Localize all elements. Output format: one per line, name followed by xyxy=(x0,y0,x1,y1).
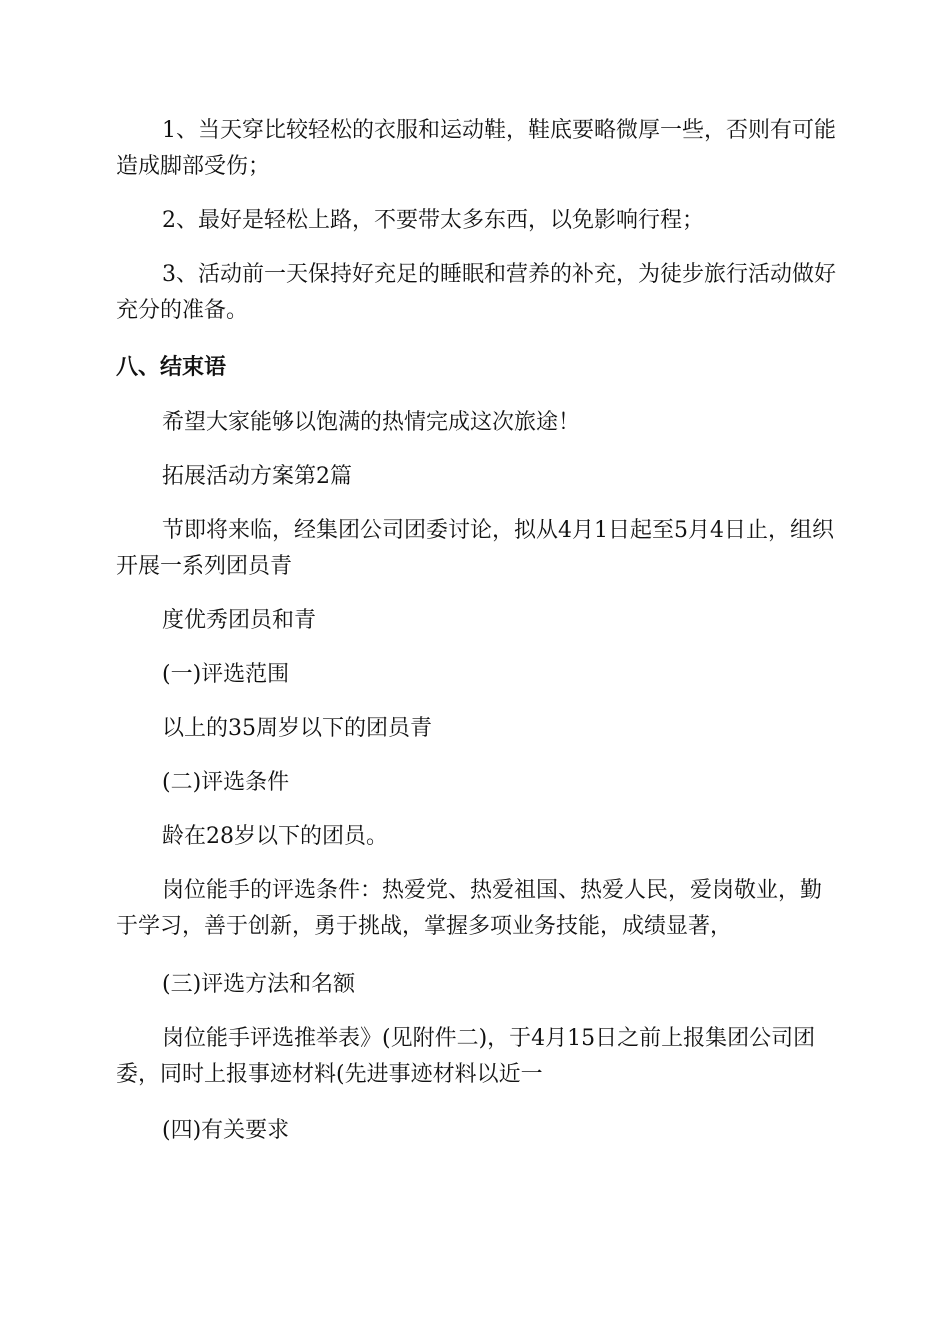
paragraph-shoe-advice: 1、当天穿比较轻松的衣服和运动鞋，鞋底要略微厚一些，否则有可能造成脚部受伤； xyxy=(116,118,836,179)
subheading-scope: (一)评选范围 xyxy=(162,662,290,687)
paragraph-post-expert-criteria: 岗位能手的评选条件：热爱党、热爱祖国、热爱人民，爱岗敬业，勤于学习，善于创新，勇于挑战，掌握多项业务技能，成绩显著， xyxy=(116,878,823,939)
subheading-method-quota: (三)评选方法和名额 xyxy=(162,972,356,997)
subheading-criteria: (二)评选条件 xyxy=(162,770,290,795)
paragraph-nomination-submit: 岗位能手评选推举表》(见附件二)，于4月15日之前上报集团公司团委，同时上报事迹材料(先进事迹材料以近一 xyxy=(116,1026,816,1087)
paragraph-excellent-members: 度优秀团员和青 xyxy=(162,608,317,633)
paragraph-age-scope: 以上的35周岁以下的团员青 xyxy=(162,716,432,741)
paragraph-closing-wish: 希望大家能够以饱满的热情完成这次旅途！ xyxy=(162,410,581,435)
paragraph-plan-title: 拓展活动方案第2篇 xyxy=(162,464,352,489)
paragraph-age-criteria: 龄在28岁以下的团员。 xyxy=(162,824,388,849)
paragraph-rest-prep: 3、活动前一天保持好充足的睡眠和营养的补充，为徒步旅行活动做好充分的准备。 xyxy=(116,262,836,323)
subheading-requirements: (四)有关要求 xyxy=(162,1118,290,1143)
section-heading-closing: 八、结束语 xyxy=(116,355,227,380)
paragraph-travel-light: 2、最好是轻松上路，不要带太多东西，以免影响行程； xyxy=(162,208,704,233)
paragraph-event-intro: 节即将来临，经集团公司团委讨论，拟从4月1日起至5月4日止，组织开展一系列团员青 xyxy=(116,518,834,579)
